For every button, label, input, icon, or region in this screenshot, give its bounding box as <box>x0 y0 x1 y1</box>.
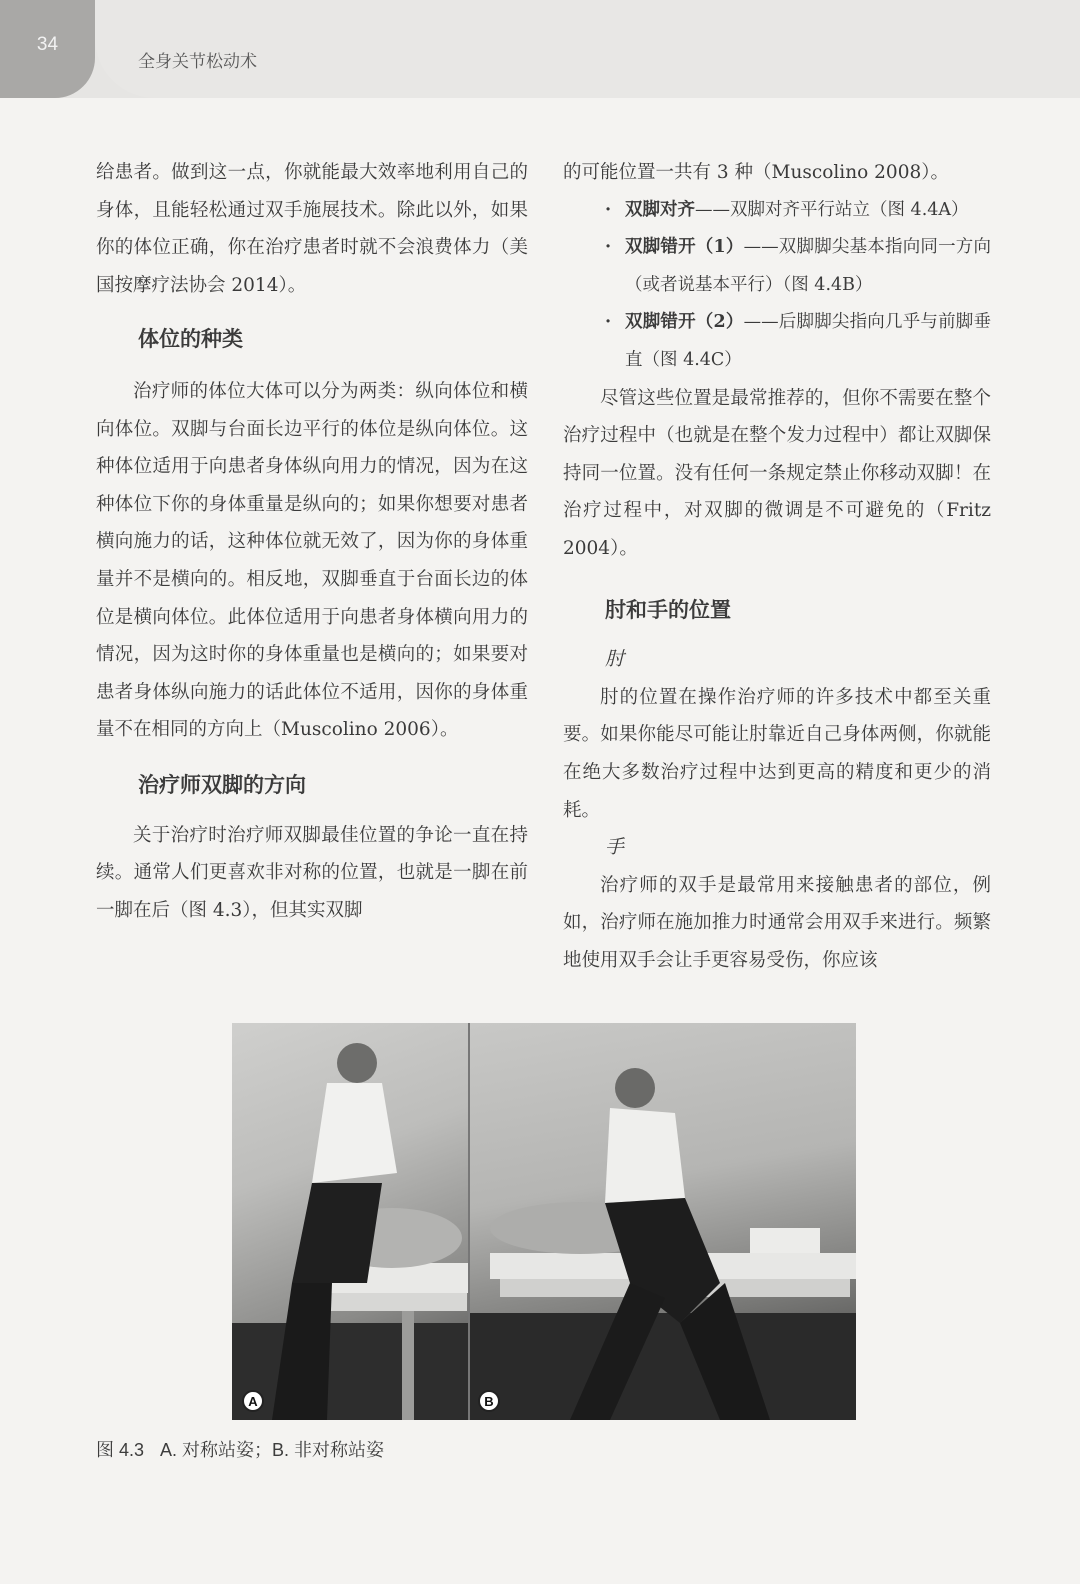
photo-asymmetric-stance <box>470 1023 856 1420</box>
right-paragraph-2: 尽管这些位置是最常推荐的，但你不需要在整个治疗过程中（也就是在整个发力过程中）都让双脚保持同一位置。没有任何一条规定禁止你移动双脚！在治疗过程中，对双脚的微调是不可避免的（Fritz 2004）。 <box>563 387 991 559</box>
feet-position-list <box>563 192 991 380</box>
figure-4-3 <box>232 1023 856 1420</box>
left-column <box>96 154 528 929</box>
figure-caption <box>96 1436 384 1462</box>
left-paragraph-1: 给患者。做到这一点，你就能最大效率地利用自己的身体，且能轻松通过双手施展技术。除此以外，如果你的体位正确，你在治疗患者时就不会浪费体力（美国按摩疗法协会 2014）。 <box>96 162 528 296</box>
figure-caption-text: A. 对称站姿；B. 非对称站姿 <box>160 1440 385 1460</box>
right-paragraph-3: 肘的位置在操作治疗师的许多技术中都至关重要。如果你能尽可能让肘靠近自己身体两侧，你就能在绝大多数治疗过程中达到更高的精度和更少的消耗。 <box>563 686 991 821</box>
subheading-hand: 手 <box>605 837 625 859</box>
list-item: · 双脚错开（1）——双脚脚尖基本指向同一方向（或者说基本平行）（图 4.4B） <box>563 229 991 304</box>
subheading-elbow: 肘 <box>605 649 625 671</box>
heading-elbow-hand: 肘和手的位置 <box>605 598 731 622</box>
page-number-tab <box>0 0 95 98</box>
figure-caption-label: 图 4.3 <box>96 1440 145 1460</box>
left-paragraph-3: 关于治疗时治疗师双脚最佳位置的争论一直在持续。通常人们更喜欢非对称的位置，也就是一脚在前一脚在后（图 4.3），但其实双脚 <box>96 824 528 921</box>
left-paragraph-2: 治疗师的体位大体可以分为两类：纵向体位和横向体位。双脚与台面长边平行的体位是纵向体位。这种体位适用于向患者身体纵向用力的情况，因为在这种体位下你的身体重量是纵向的；如果你想要对患者横向施力的话，这种体位就无效了，因为你的身体重量并不是横向的。相反地，双脚垂直于台面长边的体位是横向体位。此体位适用于向患者身体横向用力的情况，因为这时你的身体重量也是横向的；如果要对患者身体纵向施力的话此体位不适用，因你的身体重量不在相同的方向上（Muscolino 2006）。 <box>96 380 528 741</box>
heading-feet-direction: 治疗师双脚的方向 <box>138 773 306 797</box>
heading-position-types: 体位的种类 <box>138 328 243 352</box>
list-item: · 双脚对齐——双脚对齐平行站立（图 4.4A） <box>563 192 991 230</box>
panel-label-a: A <box>242 1390 264 1412</box>
right-paragraph-1: 的可能位置一共有 3 种（Muscolino 2008）。 <box>563 162 949 183</box>
list-item: · 双脚错开（2）——后脚脚尖指向几乎与前脚垂直（图 4.4C） <box>563 304 991 379</box>
page-number: 34 <box>36 34 59 55</box>
panel-label-b: B <box>478 1390 500 1412</box>
running-title: 全身关节松动术 <box>138 52 257 71</box>
right-column <box>563 154 991 979</box>
right-paragraph-4: 治疗师的双手是最常用来接触患者的部位，例如，治疗师在施加推力时通常会用双手来进行。频繁地使用双手会让手更容易受伤，你应该 <box>563 874 991 971</box>
photo-symmetric-stance <box>232 1023 468 1420</box>
